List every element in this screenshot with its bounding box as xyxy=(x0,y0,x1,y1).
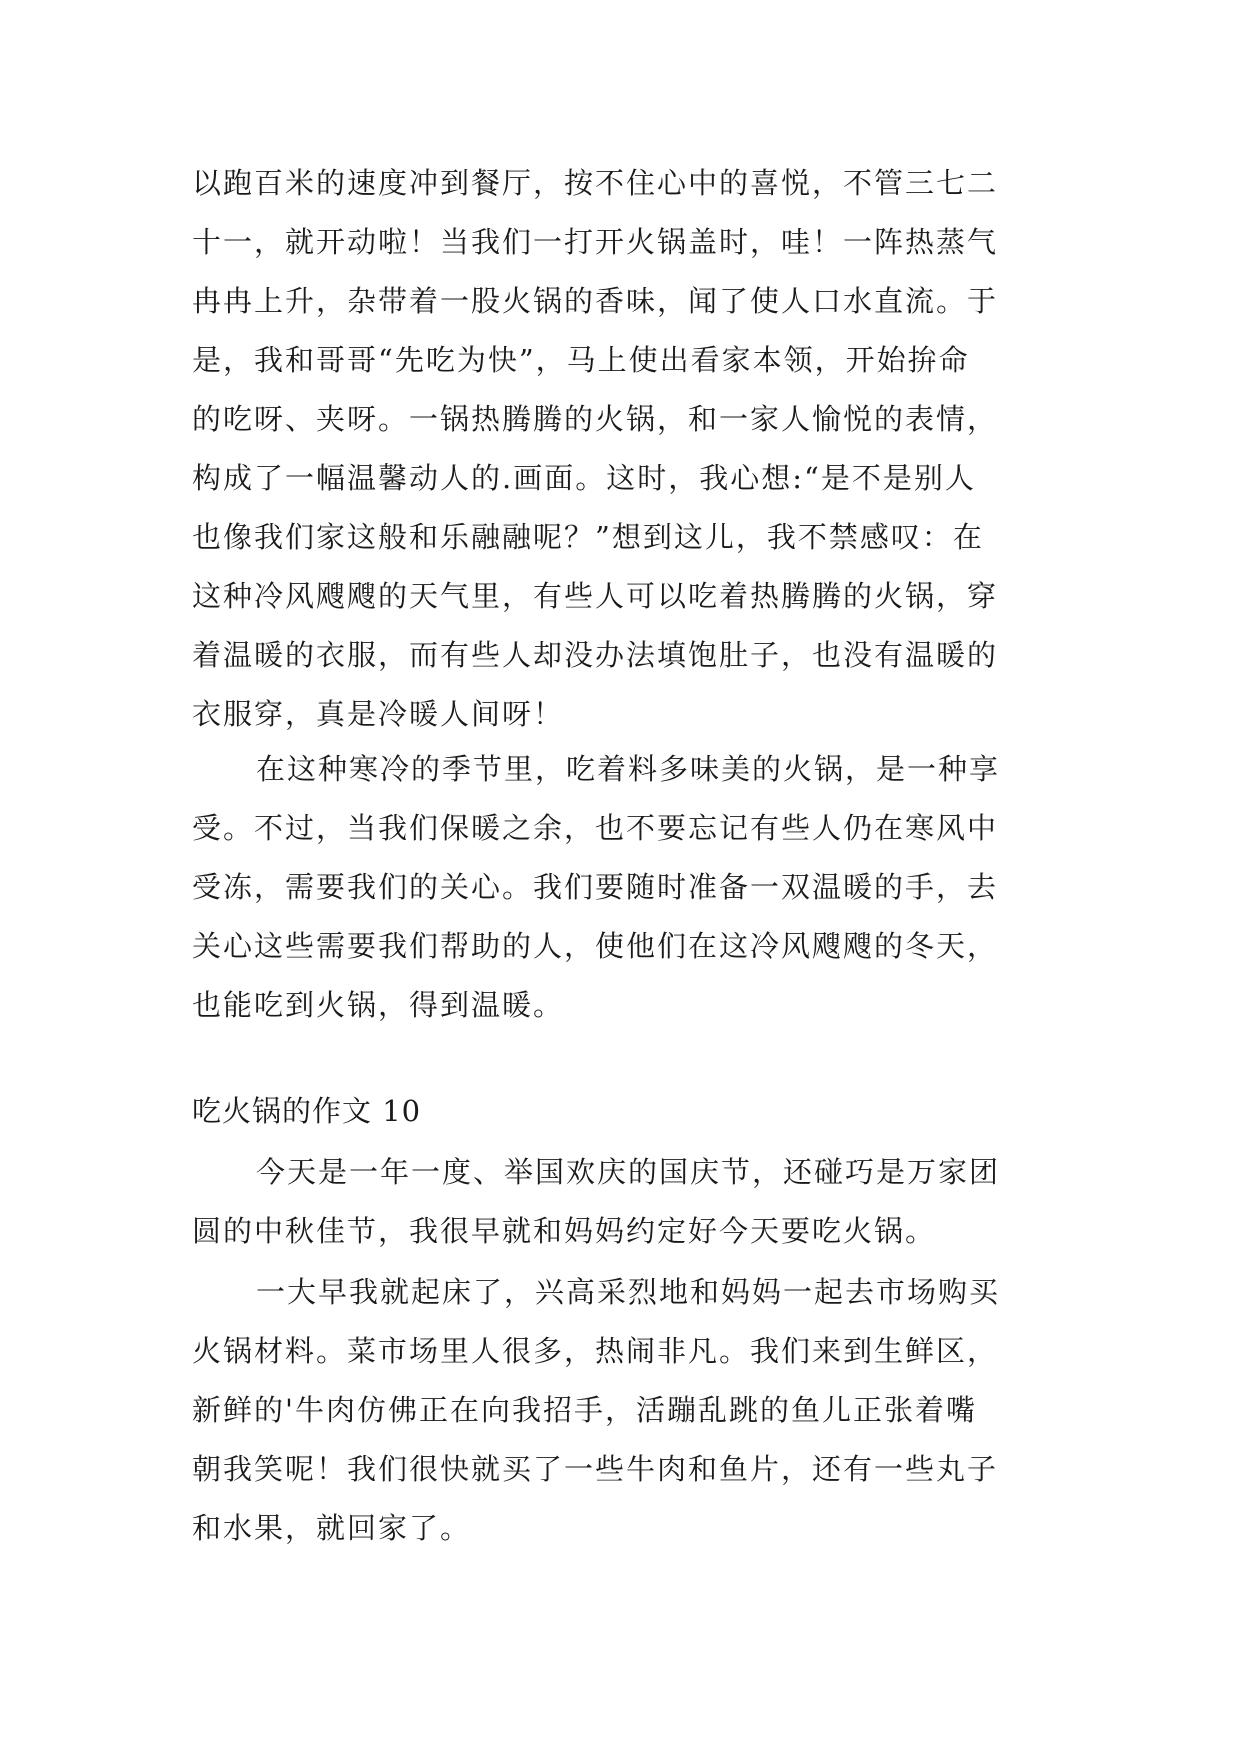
paragraph-3 xyxy=(192,1143,1052,1261)
text-line: 这种冷风飕飕的天气里，有些人可以吃着热腾腾的火锅，穿 xyxy=(192,579,999,613)
paragraph-2 xyxy=(192,740,1052,1035)
text-line: 的吃呀、夹呀。一锅热腾腾的火锅，和一家人愉悦的表情， xyxy=(192,402,999,436)
text-line: 是，我和哥哥“先吃为快”，马上使出看家本领，开始拚命 xyxy=(192,343,970,377)
text-line: 以跑百米的速度冲到餐厅，按不住心中的喜悦，不管三七二 xyxy=(192,166,999,200)
text-line: 构成了一幅温馨动人的.画面。这时，我心想:“是不是别人 xyxy=(192,461,976,495)
text-line: 衣服穿，真是冷暖人间呀！ xyxy=(192,697,565,731)
text-line: 新鲜的'牛肉仿佛正在向我招手，活蹦乱跳的鱼儿正张着嘴 xyxy=(192,1393,977,1427)
text-line: 在这种寒冷的季节里，吃着料多味美的火锅，是一种享 xyxy=(256,752,1001,786)
text-line: 也能吃到火锅，得到温暖。 xyxy=(192,988,565,1022)
text-line: 关心这些需要我们帮助的人，使他们在这冷风飕飕的冬天， xyxy=(192,929,999,963)
paragraph-4 xyxy=(192,1263,1052,1558)
text-line: 十一，就开动啦！当我们一打开火锅盖时，哇！一阵热蒸气 xyxy=(192,225,999,259)
text-line: 火锅材料。菜市场里人很多，热闹非凡。我们来到生鲜区， xyxy=(192,1334,999,1368)
text-line: 受。不过，当我们保暖之余，也不要忘记有些人仍在寒风中 xyxy=(192,811,999,845)
section-heading: 吃火锅的作文 10 xyxy=(192,1094,422,1128)
text-line: 一大早我就起床了，兴高采烈地和妈妈一起去市场购买 xyxy=(256,1275,1001,1309)
paragraph-1 xyxy=(192,154,1052,744)
text-line: 冉冉上升，杂带着一股火锅的香味，闻了使人口水直流。于 xyxy=(192,284,999,318)
text-line: 圆的中秋佳节，我很早就和妈妈约定好今天要吃火锅。 xyxy=(192,1214,937,1248)
text-line: 今天是一年一度、举国欢庆的国庆节，还碰巧是万家团 xyxy=(256,1155,1001,1189)
text-line: 朝我笑呢！我们很快就买了一些牛肉和鱼片，还有一些丸子 xyxy=(192,1452,999,1486)
text-line: 和水果，就回家了。 xyxy=(192,1511,472,1545)
text-line: 也像我们家这般和乐融融呢？”想到这儿，我不禁感叹：在 xyxy=(192,520,984,554)
text-line: 受冻，需要我们的关心。我们要随时准备一双温暖的手，去 xyxy=(192,870,999,904)
text-line: 着温暖的衣服，而有些人却没办法填饱肚子，也没有温暖的 xyxy=(192,638,999,672)
